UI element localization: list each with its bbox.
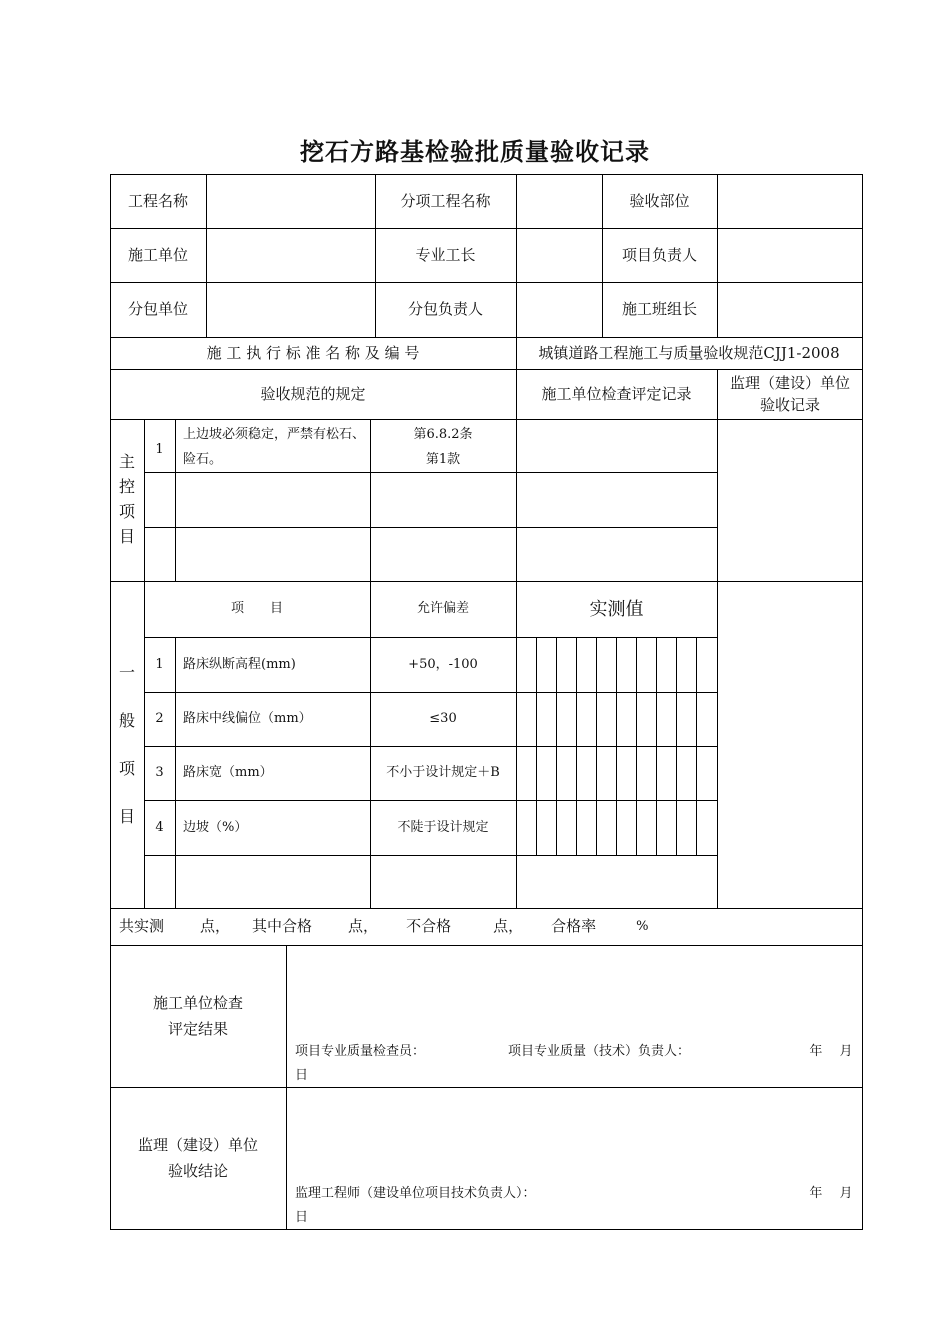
page-title: 挖石方路基检验批质量验收记录	[300, 137, 650, 166]
col-divider	[175, 637, 176, 908]
table-border	[110, 1229, 863, 1230]
col-header-measured: 实测值	[589, 598, 644, 620]
main-item-text: 上边坡必须稳定，严禁有松石、险石。	[183, 427, 366, 467]
header-contractor-record: 施工单位检查评定记录	[541, 384, 692, 403]
contractor-date-day: 日	[295, 1068, 309, 1084]
general-item-name: 路床宽（mm）	[183, 765, 273, 781]
label-sub-project: 分项工程名称	[400, 191, 491, 210]
general-item-tolerance: ≤30	[429, 711, 457, 727]
col-header-tolerance: 允许偏差	[416, 601, 469, 617]
general-item-tolerance: 不陡于设计规定	[397, 819, 489, 835]
grid-line	[656, 637, 657, 855]
col-divider	[516, 369, 517, 908]
summary-row: 共实测 点， 其中合格 点， 不合格 点， 合格率 %	[119, 917, 649, 936]
supervisor-date-day: 日	[295, 1210, 309, 1226]
grid-line	[536, 637, 537, 855]
label-contractor: 施工单位	[127, 245, 188, 264]
general-item-name: 路床中线偏位（mm）	[183, 711, 312, 727]
label-acceptance-part: 验收部位	[629, 191, 690, 210]
label-standard: 施 工 执 行 标 准 名 称 及 编 号	[206, 343, 420, 362]
main-control-label: 主 控 项 目	[118, 452, 135, 546]
main-item-no: 1	[155, 442, 164, 457]
col-divider	[717, 369, 718, 908]
label-foreman: 专业工长	[415, 245, 476, 264]
row-divider	[144, 855, 718, 856]
general-item-tolerance: 不小于设计规定＋B	[386, 765, 500, 781]
grid-line	[556, 637, 557, 855]
general-item-no: 3	[155, 765, 164, 781]
label-subcontractor: 分包单位	[127, 300, 188, 319]
header-spec: 验收规范的规定	[260, 384, 366, 403]
general-item-no: 2	[155, 711, 164, 727]
contractor-date-ym: 年 月	[809, 1044, 853, 1060]
col-divider	[286, 945, 287, 1230]
supervisor-engineer: 监理工程师（建设单位项目技术负责人）：	[295, 1186, 536, 1202]
general-label: 一 般 项 目	[118, 662, 135, 826]
supervisor-result-label: 监理（建设）单位 验收结论	[137, 1135, 258, 1180]
main-item-clause: 第6.8.2条 第1款	[413, 427, 473, 467]
supervisor-date-ym: 年 月	[809, 1186, 853, 1202]
standard-value: 城镇道路工程施工与质量验收规范CJJ1-2008	[538, 343, 840, 362]
header-supervisor-record: 监理（建设）单位验收记录	[729, 373, 850, 414]
row-divider	[144, 527, 718, 528]
col-divider	[516, 174, 517, 337]
label-project-name: 工程名称	[127, 191, 188, 210]
label-project-manager: 项目负责人	[621, 245, 697, 264]
contractor-tech-lead: 项目专业质量（技术）负责人：	[508, 1044, 691, 1060]
general-item-name: 路床纵断高程(mm)	[183, 656, 296, 672]
grid-line	[676, 637, 677, 855]
contractor-inspector: 项目专业质量检查员：	[295, 1044, 426, 1060]
grid-line	[576, 637, 577, 855]
label-team-leader: 施工班组长	[621, 300, 697, 319]
grid-line	[616, 637, 617, 855]
col-divider	[717, 174, 718, 337]
label-sub-manager: 分包负责人	[407, 300, 483, 319]
grid-line	[636, 637, 637, 855]
general-item-tolerance: +50，-100	[408, 656, 478, 672]
col-divider	[175, 419, 176, 581]
grid-line	[596, 637, 597, 855]
col-divider	[206, 174, 207, 337]
table-border	[862, 174, 863, 1230]
contractor-result-label: 施工单位检查 评定结果	[152, 993, 243, 1038]
row-divider	[110, 419, 863, 420]
general-item-name: 边坡（%）	[183, 819, 248, 835]
grid-line	[696, 637, 697, 855]
col-header-item: 项 目	[230, 601, 283, 617]
general-item-no: 4	[155, 819, 164, 835]
general-item-no: 1	[155, 656, 164, 672]
